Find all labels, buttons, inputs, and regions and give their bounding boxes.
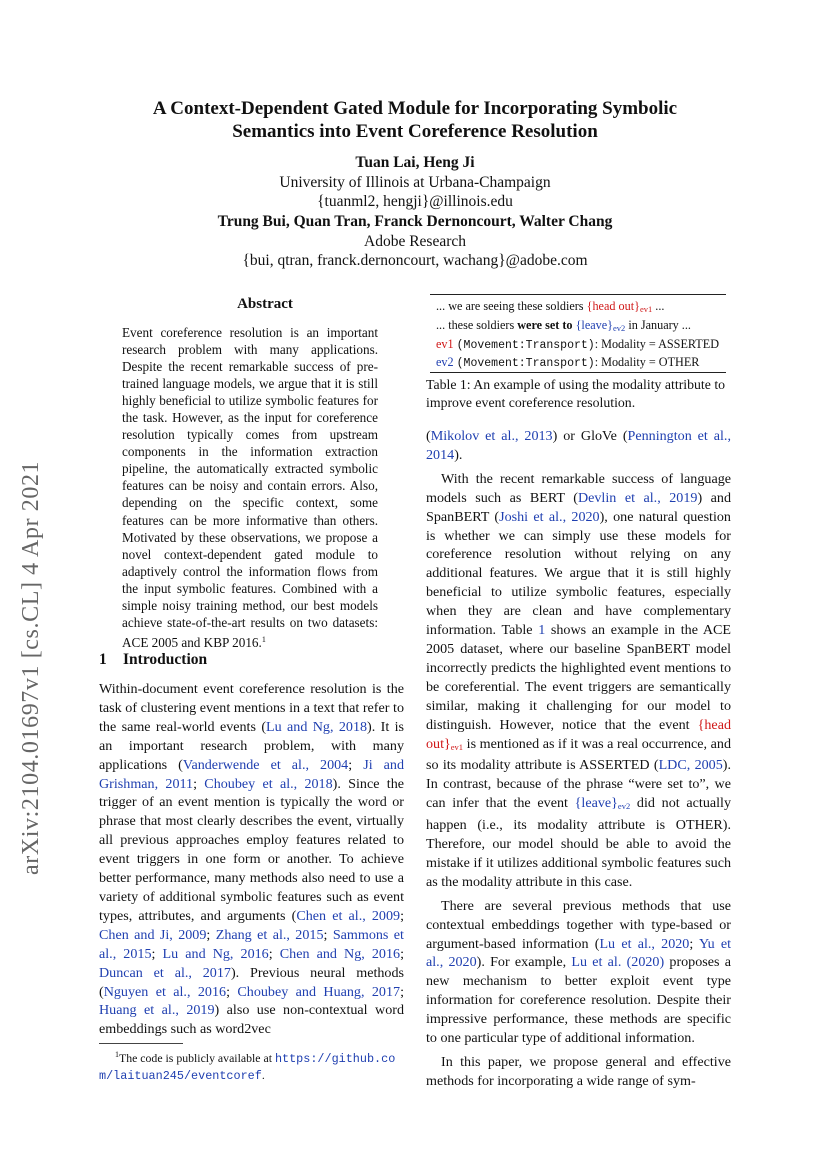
text-span: ; bbox=[193, 775, 205, 792]
citation-link[interactable]: Lu et al., 2020 bbox=[599, 935, 690, 952]
table-reference-link[interactable]: 1 bbox=[538, 622, 546, 639]
citation-link[interactable]: Chen et al., 2009 bbox=[296, 907, 401, 924]
text-span: ; bbox=[348, 756, 364, 773]
text-span: ) or GloVe ( bbox=[552, 428, 628, 444]
affiliation-adobe: Adobe Research bbox=[364, 233, 466, 250]
event-id: ev1 bbox=[436, 336, 454, 351]
event-trigger: {leave} bbox=[574, 795, 618, 812]
section-number: 1 bbox=[99, 651, 107, 668]
text-span: ) and SpanBERT ( bbox=[426, 489, 731, 525]
paper-title bbox=[90, 97, 740, 143]
event-trigger: {head out} bbox=[426, 716, 731, 752]
text-span: ; bbox=[206, 926, 216, 943]
citation-link[interactable]: Chen and Ng, 2016 bbox=[279, 945, 401, 962]
authors-illinois: Tuan Lai, Heng Ji bbox=[355, 154, 475, 171]
paragraph-language-models bbox=[426, 470, 731, 892]
text-span: ). bbox=[454, 446, 463, 463]
table-row bbox=[430, 335, 726, 354]
authors-adobe: Trung Bui, Quan Tran, Franck Dernoncourt, Walter Chang bbox=[217, 213, 613, 230]
abstract-heading: Abstract bbox=[237, 296, 293, 312]
text-span: ; bbox=[323, 926, 333, 943]
modality-value: : Modality = ASSERTED bbox=[594, 336, 719, 351]
paragraph-continued bbox=[426, 427, 731, 465]
text-span: shows an example in the ACE 2005 dataset, where our baseline SpanBERT model incorrectly predicts the highlighted event mentions to be coreferential. The event triggers are semantically similar, making it challenging for our model to distinguish. However, notice that the event bbox=[426, 622, 732, 733]
section-heading-introduction bbox=[99, 651, 207, 669]
citation-link[interactable]: Choubey et al., 2018 bbox=[204, 775, 333, 792]
text-span: ). Previous neural methods ( bbox=[99, 964, 405, 1000]
footnote-text: The code is publicly available at bbox=[119, 1051, 275, 1065]
event-type: (Movement:Transport) bbox=[456, 338, 595, 352]
text-span: There are several previous methods that use contextual embeddings together with type-based or argument-based information ( bbox=[426, 897, 731, 952]
citation-link[interactable]: Yu et al., 2020 bbox=[426, 935, 732, 971]
title-line-1: A Context-Dependent Gated Module for Incorporating Symbolic bbox=[152, 98, 678, 119]
table-bottom-rule bbox=[430, 372, 726, 373]
footnote-marker: 1 bbox=[261, 634, 266, 644]
footnote-rule bbox=[99, 1043, 183, 1044]
table-caption: Table 1: An example of using the modality attribute to improve event coreference resolution. bbox=[426, 377, 726, 410]
citation-link[interactable]: Lu and Ng, 2016 bbox=[162, 945, 269, 962]
arxiv-sidebar bbox=[8, 375, 52, 875]
text-span: in January ... bbox=[625, 317, 691, 332]
event-id: ev2 bbox=[436, 355, 454, 370]
example-table bbox=[430, 294, 726, 373]
email-adobe: {bui, qtran, franck.dernoncourt, wachang}@adobe.com bbox=[242, 252, 588, 269]
footnote-number: 1 bbox=[115, 1050, 119, 1059]
event-subscript: ev1 bbox=[450, 741, 464, 752]
citation-link[interactable]: Huang et al., 2019 bbox=[99, 1002, 215, 1019]
citation-link[interactable]: LDC, 2005 bbox=[658, 757, 723, 774]
text-span: With the recent remarkable success of language models such as BERT ( bbox=[426, 470, 731, 506]
citation-link[interactable]: Lu et al. (2020) bbox=[571, 954, 665, 971]
event-trigger: {leave} bbox=[575, 317, 613, 332]
paragraph-this-paper: In this paper, we propose general and effective methods for incorporating a wide range of sym- bbox=[426, 1054, 731, 1089]
text-span: ; bbox=[689, 935, 699, 952]
event-subscript: ev1 bbox=[639, 304, 653, 314]
citation-link[interactable]: Joshi et al., 2020 bbox=[499, 508, 600, 525]
text-span: ... bbox=[652, 299, 665, 313]
highlighted-phrase: were set to bbox=[517, 317, 573, 332]
table-row bbox=[430, 316, 726, 335]
arxiv-identifier: arXiv:2104.01697v1 [cs.CL] 4 Apr 2021 bbox=[18, 460, 44, 875]
footnote bbox=[99, 1047, 404, 1084]
right-column-body bbox=[426, 427, 731, 1091]
citation-link[interactable]: Devlin et al., 2019 bbox=[577, 489, 698, 506]
event-trigger: {head out} bbox=[586, 299, 640, 313]
email-illinois: {tuanml2, hengji}@illinois.edu bbox=[317, 193, 513, 210]
text-span: Within-document event coreference resolution is the task of clustering event mentions in a text that refer to the same real-world events ( bbox=[99, 681, 404, 735]
text-span: ... we are seeing these soldiers bbox=[436, 299, 587, 313]
citation-link[interactable]: Zhang et al., 2015 bbox=[215, 926, 324, 943]
abstract-text: Event coreference resolution is an important research problem with many applications. Despite the recent remarkable success of pre-trained language models, we argue that it is still highly beneficial to utilize symbolic features for the task. However, as the input for coreference resolution typically comes from upstream components in the information extraction pipeline, the automatically extracted symbolic features can be noisy and contain errors. Also, depending on the specific context, some features can be more informative than others. Motivated by these observations, we propose a novel context-dependent gated module to adaptively control the information flows from the input symbolic features. Combined with a simple noisy training method, our best models achieve state-of-the-art results on two datasets: ACE 2005 and KBP 2016. bbox=[122, 325, 378, 650]
event-type: (Movement:Transport) bbox=[456, 357, 595, 371]
text-span: ). Since the trigger of an event mention is typically the word or phrase that most clearly describes the event, virtually all previous approaches employ features related to event triggers in one form or another. To achieve better performance, many methods also need to use a variety of additional symbolic features such as event types, attributes, and arguments ( bbox=[99, 775, 404, 924]
paragraph-previous-methods bbox=[426, 897, 731, 1048]
text-span: ; bbox=[226, 983, 238, 1000]
citation-link[interactable]: Mikolov et al., 2013 bbox=[430, 428, 553, 444]
code-url-link[interactable]: https://github.com/laituan245/eventcoref bbox=[99, 1052, 396, 1083]
text-span: ), one natural question is whether we can simply use these models for coreference resolution without relying on any additional features. We argue that it is still highly beneficial to utilize symbolic features, especially when they are clean and have complementary information. Table bbox=[426, 508, 731, 639]
text-span: ... these soldiers bbox=[436, 317, 518, 332]
table-row bbox=[430, 353, 726, 372]
citation-link[interactable]: Choubey and Huang, 2017 bbox=[237, 983, 401, 1000]
citation-link[interactable]: Chen and Ji, 2009 bbox=[99, 926, 207, 943]
citation-link[interactable]: Nguyen et al., 2016 bbox=[103, 983, 227, 1000]
text-span: ; bbox=[400, 907, 404, 924]
text-span: ; bbox=[400, 945, 404, 962]
text-span: ; bbox=[151, 945, 163, 962]
text-span: ; bbox=[400, 983, 404, 1000]
title-line-2: Semantics into Event Coreference Resolution bbox=[232, 121, 598, 142]
text-span: ). It is an important research problem, with many applications ( bbox=[99, 718, 404, 773]
citation-link[interactable]: Duncan et al., 2017 bbox=[99, 964, 231, 981]
citation-link[interactable]: Lu and Ng, 2018 bbox=[266, 718, 368, 735]
text-span: did not actually happen (i.e., its modality attribute is OTHER). Therefore, our model should be able to avoid the mistake if it utilizes additional symbolic features such as the modality attribute in this case. bbox=[426, 795, 731, 890]
text-span: is mentioned as if it was a real occurrence, and so its modality attribute is ASSERTED ( bbox=[426, 735, 731, 774]
text-span: ; bbox=[268, 945, 280, 962]
modality-value: : Modality = OTHER bbox=[594, 355, 700, 370]
abstract-body bbox=[122, 324, 378, 651]
text-span: ( bbox=[426, 428, 431, 444]
left-column-body bbox=[99, 680, 404, 1039]
text-span: . bbox=[261, 1067, 265, 1082]
section-title: Introduction bbox=[123, 651, 208, 668]
text-span: ). In contrast, because of the phrase “were set to”, we can infer that the event bbox=[426, 757, 731, 812]
citation-link[interactable]: Sammons et al., 2015 bbox=[99, 926, 404, 962]
text-span: proposes a new mechanism to better exploit event type information for coreference resolution. Despite their impressive performance, these methods are specific to one particular type of additional information. bbox=[426, 954, 731, 1047]
event-subscript: ev2 bbox=[617, 801, 631, 812]
citation-link[interactable]: Vanderwende et al., 2004 bbox=[182, 756, 349, 773]
table-row bbox=[430, 295, 726, 316]
intro-paragraph-1 bbox=[99, 680, 404, 1039]
text-span: ). For example, bbox=[476, 954, 572, 971]
text-span: ) also use non-contextual word embeddings such as word2vec bbox=[99, 1002, 404, 1038]
affiliation-illinois: University of Illinois at Urbana-Champaign bbox=[279, 174, 551, 191]
event-subscript: ev2 bbox=[613, 322, 626, 333]
citation-link[interactable]: Pennington et al., 2014 bbox=[426, 428, 731, 463]
citation-link[interactable]: Ji and Grishman, 2011 bbox=[99, 756, 404, 792]
